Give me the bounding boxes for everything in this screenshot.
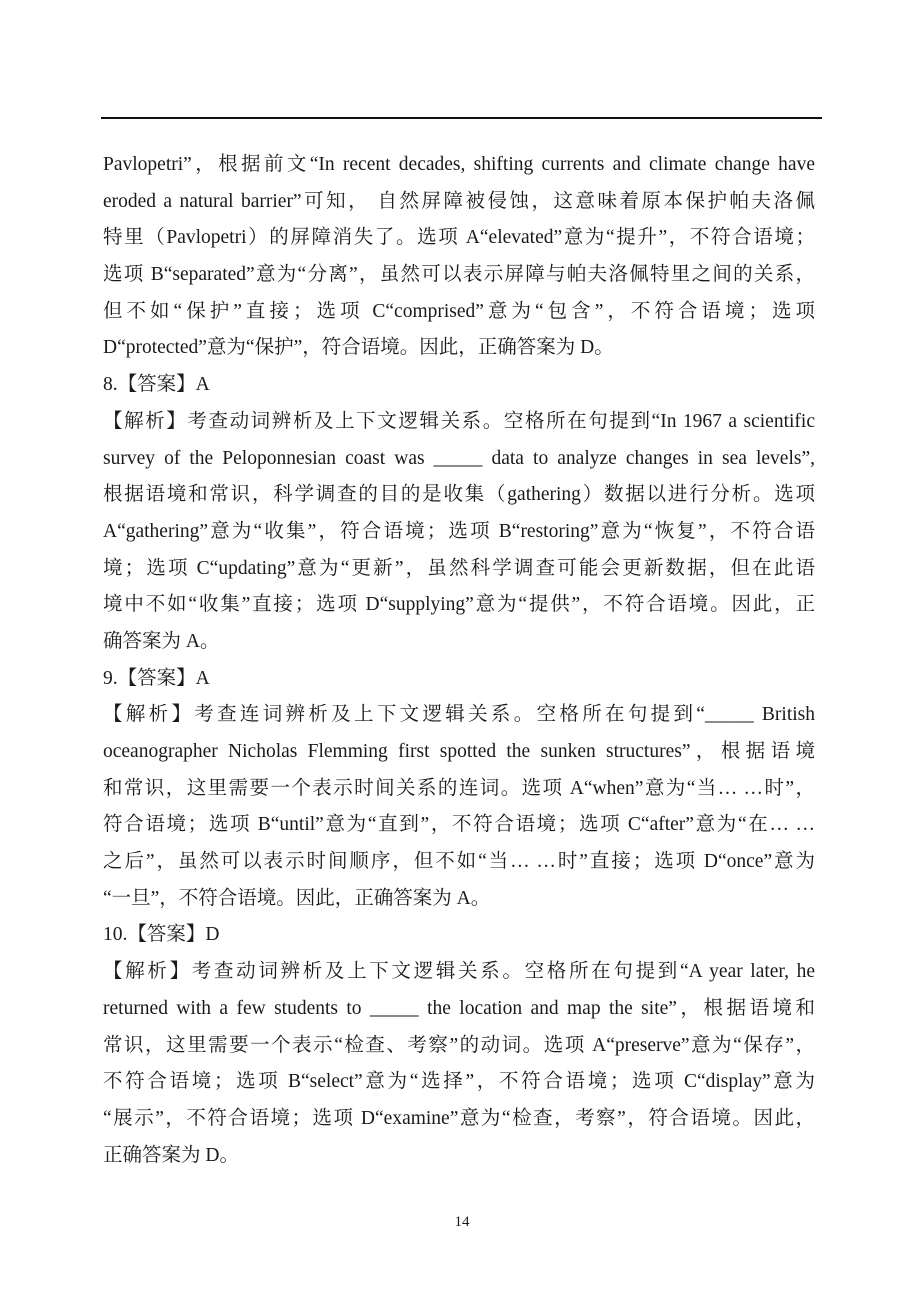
text-line: 确答案为 A。 bbox=[103, 630, 220, 652]
text-line: 符合语境；选项 B“until”意为“直到”，不符合语境；选项 C“after”意为“在… … bbox=[103, 814, 815, 836]
page-body bbox=[103, 147, 815, 1174]
text-line: 不符合语境；选项 B“select”意为“选择”，不符合语境；选项 C“display”意为 bbox=[103, 1071, 815, 1093]
text-line: 【解析】考查动词辨析及上下文逻辑关系。空格所在句提到“In 1967 a scientific bbox=[103, 410, 815, 432]
text-line: 特里（Pavlopetri）的屏障消失了。选项 A“elevated”意为“提升”，不符合语境； bbox=[103, 227, 815, 249]
text-line: 选项 B“separated”意为“分离”，虽然可以表示屏障与帕夫洛佩特里之间的关系， bbox=[103, 264, 815, 286]
text-line: 根据语境和常识，科学调查的目的是收集（gathering）数据以进行分析。选项 bbox=[103, 484, 815, 506]
text-line: 境中不如“收集”直接；选项 D“supplying”意为“提供”，不符合语境。因此，正 bbox=[103, 594, 815, 616]
text-line: Pavlopetri”，根据前文“In recent decades, shifting currents and climate change have bbox=[103, 154, 815, 175]
text-line: “一旦”，不符合语境。因此，正确答案为 A。 bbox=[103, 887, 491, 909]
text-line: 常识，这里需要一个表示“检查、考察”的动词。选项 A“preserve”意为“保存”， bbox=[103, 1034, 815, 1056]
answer-heading-8: 8.【答案】A bbox=[103, 374, 210, 396]
text-line: 境；选项 C“updating”意为“更新”，虽然科学调查可能会更新数据，但在此语 bbox=[103, 557, 815, 579]
text-line: 之后”，虽然可以表示时间顺序，但不如“当… …时”直接；选项 D“once”意为 bbox=[103, 851, 815, 873]
answer-heading-9: 9.【答案】A bbox=[103, 667, 210, 689]
text-line: survey of the Peloponnesian coast was _____ data to analyze changes in sea levels”, bbox=[103, 447, 815, 469]
text-line: “展示”，不符合语境；选项 D“examine”意为“检查，考察”，符合语境。因此， bbox=[103, 1107, 815, 1129]
text-line: returned with a few students to _____ the location and map the site”，根据语境和 bbox=[103, 997, 815, 1019]
answer-heading-10: 10.【答案】D bbox=[103, 924, 220, 946]
text-line: 和常识，这里需要一个表示时间关系的连词。选项 A“when”意为“当… …时”， bbox=[103, 777, 815, 799]
text-line: 但不如“保护”直接；选项 C“comprised”意为“包含”，不符合语境；选项 bbox=[103, 300, 815, 322]
header-rule bbox=[101, 117, 822, 119]
text-line: 【解析】考查动词辨析及上下文逻辑关系。空格所在句提到“A year later, he bbox=[103, 961, 815, 983]
text-line: oceanographer Nicholas Flemming first spotted the sunken structures”，根据语境 bbox=[103, 741, 815, 762]
text-line: D“protected”意为“保护”，符合语境。因此，正确答案为 D。 bbox=[103, 337, 614, 359]
page-number: 14 bbox=[454, 1214, 470, 1230]
text-line: A“gathering”意为“收集”，符合语境；选项 B“restoring”意为“恢复”，不符合语 bbox=[103, 520, 815, 542]
text-line: eroded a natural barrier”可知， 自然屏障被侵蚀，这意味着原本保护帕夫洛佩 bbox=[103, 190, 815, 212]
text-line: 【解析】考查连词辨析及上下文逻辑关系。空格所在句提到“_____ British bbox=[103, 704, 815, 726]
text-line: 正确答案为 D。 bbox=[103, 1144, 239, 1166]
